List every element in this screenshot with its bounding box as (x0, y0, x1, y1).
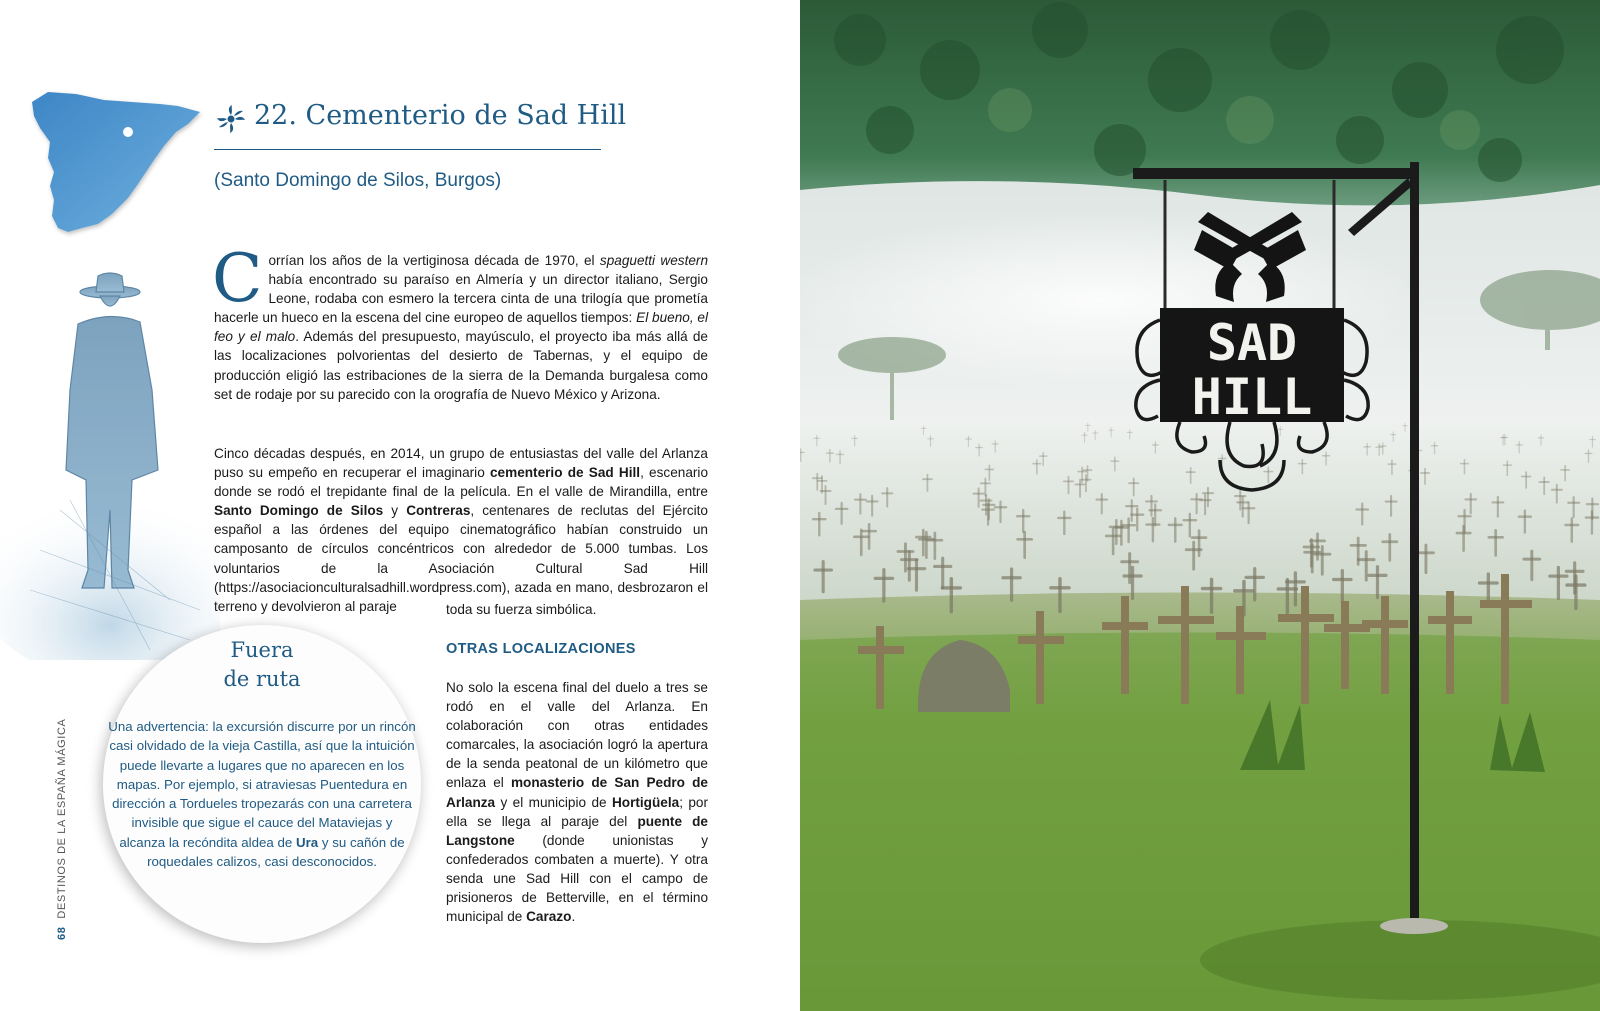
sign-text-hill: HILL (1191, 368, 1313, 426)
sad-hill-photo (800, 0, 1600, 1011)
section-heading: OTRAS LOCALIZACIONES (446, 641, 636, 657)
fleuron-icon (214, 102, 248, 136)
spain-map-icon (28, 88, 206, 238)
sidebar-title: Fuera de ruta (223, 638, 301, 691)
title-divider (214, 149, 601, 150)
drop-cap: C (212, 240, 263, 317)
sign-text-sad: SAD (1206, 314, 1298, 372)
location-marker-icon (123, 127, 133, 137)
location-subtitle: (Santo Domingo de Silos, Burgos) (214, 170, 502, 191)
cowboy-sketch-illustration (0, 270, 220, 660)
intro-paragraph: Corrían los años de la vertiginosa década de 1970, el spaguetti western había encontrado su paraíso en Almería y un director italiano, Sergio Leone, rodaba con esmero la tercera cinta de una trilogía que prometía hacerle un hueco en la escena del cine europeo de aquellos tiempos: El bueno, el feo y el malo. Además del presupuesto, mayúsculo, el proyecto iba más allá de las localizaciones polvorientas del desierto de Tabernas, y el equipo de producción eligió las estribaciones de la sierra de la Demanda burgalesa como set de rodaje por su parecido con la orografía de Nuevo México y Arizona. (212, 240, 709, 402)
other-locations-paragraph: No solo la escena final del duelo a tres se rodó en el valle del Arlanza. En colaboración con otras entidades comarcales, la asociación logró la apertura de la senda peatonal de un kilómetro que enlaza el monasterio de San Pedro de Arlanza y el municipio de Hortigüela; por ella se llega al paraje del puente de Langstone (donde unionistas y confederados combaten a muerte). Y otra senda une Sad Hill con el campo de prisioneros de Betterville, en el término municipal de Carazo. (446, 680, 708, 925)
page-number: 68 (56, 926, 68, 940)
sidebar-text: Una advertencia: la excursión discurre por un rincón casi olvidado de la vieja Castilla, así que la intuición puede llevarte a lugares que no aparecen en los mapas. Por ejemplo, si atraviesas Puentedura en dirección a Tordueles tropezarás con una carretera invisible que sigue el cauce del Mataviejas y alcanza la recóndita aldea de Ura y su cañón de roquedales calizos, casi desconocidos. (108, 719, 416, 870)
history-paragraph-tail: toda su fuerza simbólica. (446, 602, 597, 617)
history-paragraph: Cinco décadas después, en 2014, un grupo de entusiastas del valle del Arlanza puso su empeño en recuperar el imaginario cementerio de Sad Hill, escenario donde se rodó el trepidante final de la película. En el valle de Mirandilla, entre Santo Domingo de Silos y Contreras, centenares de reclutas del Ejército español a las órdenes del equipo cinematográfico habían construido un camposanto de círculos concéntricos con alrededor de 5.000 tumbas. Los voluntarios de la Asociación Cultural Sad Hill (https://asociacionculturalsadhill.wordpress.com), azada en mano, desbrozaron el terreno y devolvieron al paraje (214, 446, 708, 614)
page-folio (56, 719, 68, 940)
title-row (214, 100, 627, 146)
book-title: DESTINOS DE LA ESPAÑA MÁGICA (56, 718, 68, 919)
page-title: 22. Cementerio de Sad Hill (254, 100, 627, 131)
